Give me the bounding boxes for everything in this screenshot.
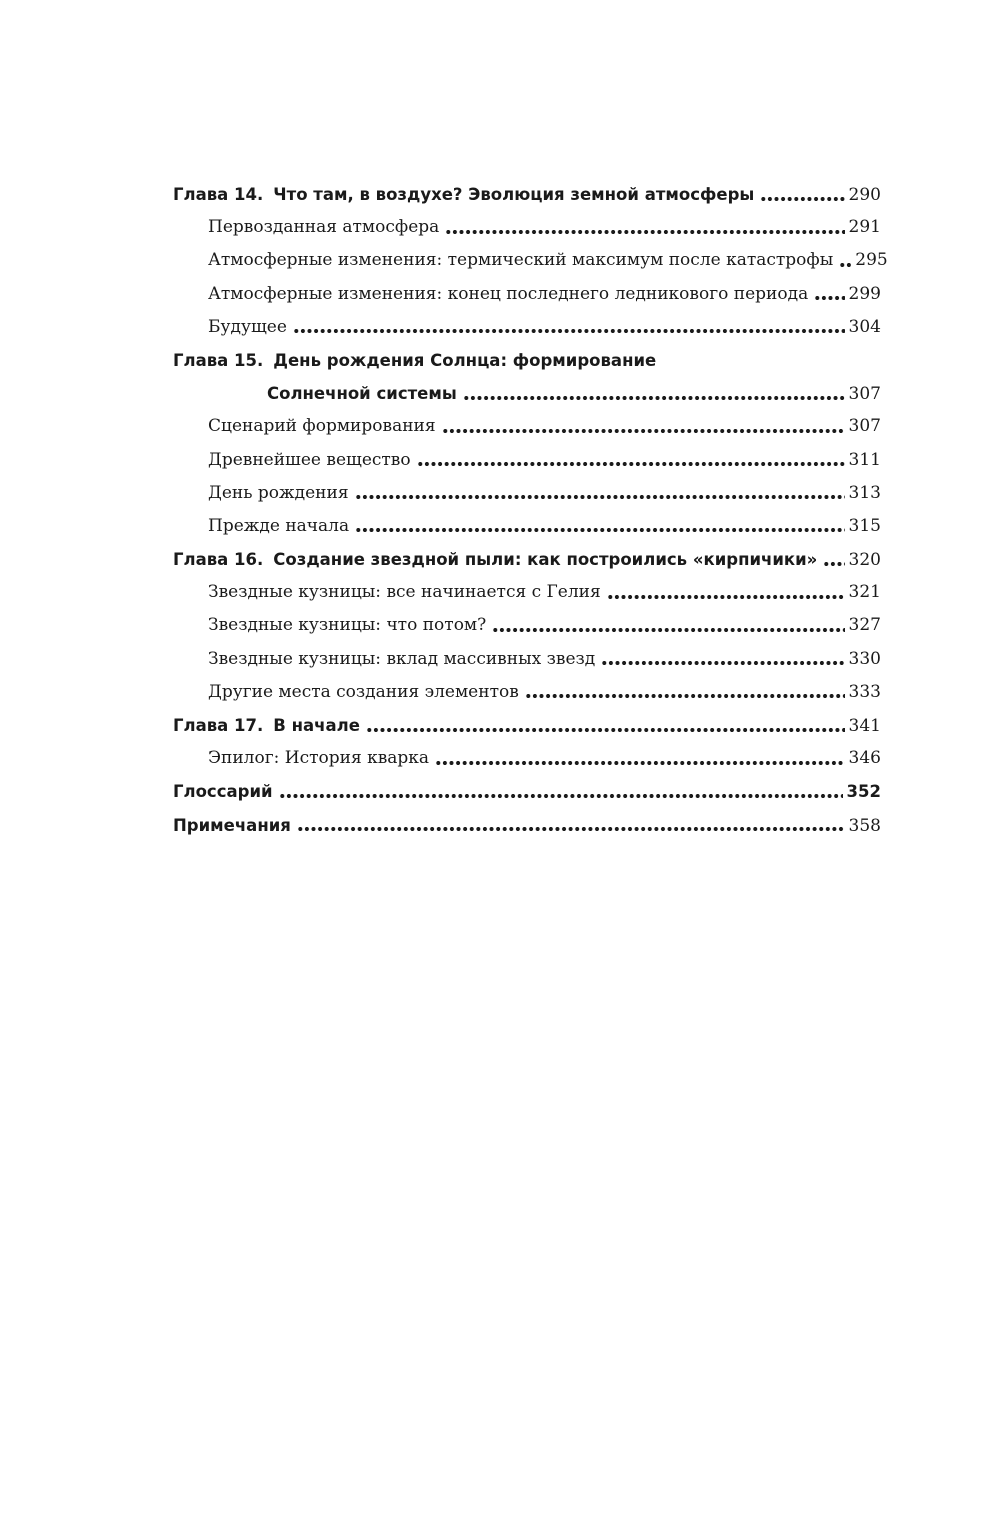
toc-chapter-15[interactable] — [173, 344, 881, 377]
dot-leader — [839, 262, 851, 268]
dot-leader — [279, 793, 843, 799]
page-number: 320 — [848, 550, 881, 571]
dot-leader — [601, 660, 844, 666]
dot-leader — [355, 494, 845, 500]
dot-leader — [297, 826, 845, 832]
toc-section[interactable] — [173, 311, 881, 344]
page-number: 346 — [848, 748, 881, 769]
glossary-title: Глоссарий — [173, 782, 273, 802]
page-number: 304 — [848, 316, 881, 337]
section-title: Звездные кузницы: все начинается с Гелия — [208, 582, 601, 603]
chapter-heading — [173, 709, 360, 742]
dot-leader — [814, 295, 844, 301]
page-number: 321 — [848, 582, 881, 603]
toc-section[interactable] — [173, 244, 888, 277]
toc-section[interactable] — [173, 742, 881, 775]
toc-section[interactable] — [173, 609, 881, 642]
section-title: Будущее — [208, 316, 287, 337]
dot-leader — [760, 196, 844, 202]
dot-leader — [525, 693, 845, 699]
toc-section[interactable] — [173, 510, 881, 543]
chapter-number: Глава 17. — [173, 716, 264, 735]
dot-leader — [355, 527, 844, 533]
toc-glossary[interactable] — [173, 775, 881, 808]
section-title: Сценарий формирования — [208, 416, 436, 437]
toc-chapter-14[interactable] — [173, 178, 881, 211]
page-number: 358 — [848, 815, 881, 836]
page-number: 352 — [846, 782, 881, 802]
toc-chapter-15-continued[interactable] — [173, 377, 881, 410]
section-title: Атмосферные изменения: термический максимум после катастрофы — [208, 250, 834, 271]
dot-leader — [445, 229, 844, 235]
toc-chapter-16[interactable] — [173, 543, 881, 576]
page-number: 333 — [848, 681, 881, 702]
page-number: 330 — [848, 648, 881, 669]
chapter-heading — [173, 178, 754, 211]
section-title: Прежде начала — [208, 515, 350, 536]
section-title: Атмосферные изменения: конец последнего ледникового периода — [208, 283, 809, 304]
section-title: Звездные кузницы: вклад массивных звезд — [208, 648, 596, 669]
page-number: 290 — [848, 185, 881, 205]
page-number: 307 — [848, 384, 881, 405]
chapter-heading — [173, 344, 656, 377]
page-number: 313 — [848, 482, 881, 503]
toc-section[interactable] — [173, 211, 881, 244]
toc-section[interactable] — [173, 576, 881, 609]
dot-leader — [442, 428, 845, 434]
page-number: 341 — [848, 716, 881, 736]
chapter-number: Глава 16. — [173, 550, 264, 570]
section-title: Первозданная атмосфера — [208, 217, 440, 238]
page-number: 291 — [848, 217, 881, 238]
dot-leader — [463, 395, 845, 401]
toc-section[interactable] — [173, 643, 881, 676]
dot-leader — [293, 328, 845, 334]
dot-leader — [417, 461, 845, 467]
section-title: Другие места создания элементов — [208, 681, 519, 702]
section-title: День рождения — [208, 482, 349, 503]
section-title: Древнейшее вещество — [208, 449, 411, 470]
chapter-title: Что там, в воздухе? Эволюция земной атмосферы — [273, 185, 755, 204]
chapter-number: Глава 15. — [173, 350, 264, 370]
chapter-heading — [173, 543, 817, 576]
page-number: 315 — [848, 515, 881, 536]
page-number: 295 — [855, 250, 888, 271]
notes-title: Примечания — [173, 815, 291, 835]
chapter-number: Глава 14. — [173, 185, 264, 204]
section-title: Эпилог: История кварка — [208, 748, 430, 769]
section-title: Звездные кузницы: что потом? — [208, 615, 487, 636]
page-number: 299 — [848, 283, 881, 304]
chapter-title: Создание звездной пыли: как построились «кирпичики» — [273, 550, 818, 570]
toc-notes[interactable] — [173, 809, 881, 842]
page-number: 311 — [848, 449, 881, 470]
dot-leader — [366, 727, 845, 733]
chapter-title-line-1: День рождения Солнца: формирование — [273, 350, 657, 370]
toc-section[interactable] — [173, 444, 881, 477]
page-number: 327 — [848, 615, 881, 636]
dot-leader — [492, 627, 844, 633]
dot-leader — [823, 561, 844, 567]
toc-section[interactable] — [173, 477, 881, 510]
toc-section[interactable] — [173, 410, 881, 443]
page-number: 307 — [848, 416, 881, 437]
chapter-title: В начале — [273, 716, 360, 735]
chapter-title-line-2: Солнечной системы — [267, 384, 457, 404]
dot-leader — [607, 594, 845, 600]
dot-leader — [435, 760, 845, 766]
table-of-contents — [173, 178, 888, 842]
toc-section[interactable] — [173, 278, 881, 311]
toc-section[interactable] — [173, 676, 881, 709]
toc-chapter-17[interactable] — [173, 709, 881, 742]
